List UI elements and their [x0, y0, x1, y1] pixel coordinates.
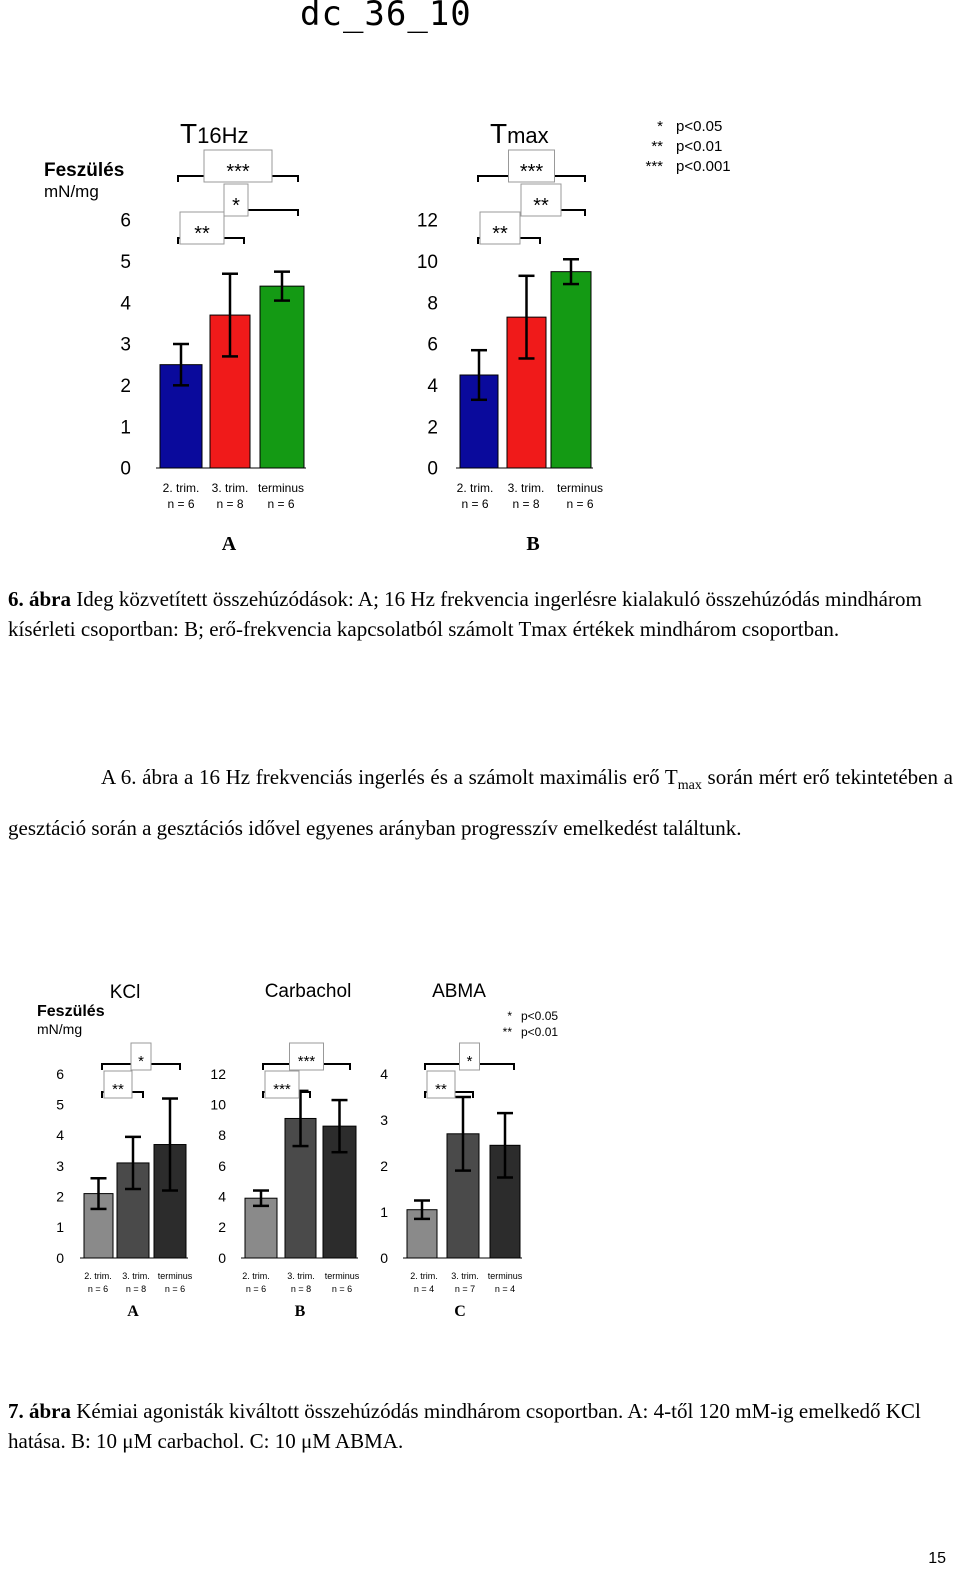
- fig7-c-tick-label: 0: [380, 1249, 388, 1266]
- fig7-chart-a: [56, 1043, 193, 1294]
- body-paragraph: [8, 756, 953, 850]
- fig7-b-tick-label: 12: [210, 1065, 226, 1082]
- fig7-b-category-label: 2. trim.: [242, 1271, 270, 1281]
- fig7-a-tick-label: 6: [56, 1065, 64, 1082]
- fig6-b-tick-label: 8: [427, 293, 438, 315]
- fig7-a-tick-label: 2: [56, 1188, 64, 1205]
- fig7-b-bar: [245, 1198, 277, 1258]
- fig7-chart-b: [210, 1043, 359, 1294]
- fig6-b-category-label: 2. trim.: [456, 481, 494, 495]
- fig7-panel-a-title: KCl: [109, 982, 141, 1003]
- fig7-a-category-label: 3. trim.: [122, 1271, 150, 1281]
- fig7-a-category-n: n = 6: [87, 1284, 109, 1294]
- fig6-a-bar: [260, 286, 304, 468]
- fig7-a-category-n: n = 8: [125, 1284, 147, 1294]
- fig6-a-category-label: 2. trim.: [162, 481, 200, 495]
- fig7-legend: [503, 1009, 559, 1039]
- figure-7-caption: [8, 1396, 953, 1456]
- panel-letter-a: A: [221, 533, 237, 555]
- fig7-b-category-n: n = 6: [245, 1284, 267, 1294]
- fig6-a-tick-label: 1: [120, 417, 131, 439]
- legend-text: p<0.01: [521, 1025, 559, 1039]
- fig7-b-category-label: terminus: [324, 1271, 360, 1281]
- fig6-chart-a: [120, 150, 306, 511]
- caption-text: Ideg közvetített összehúzódások: A; 16 Hz frekvencia ingerlésre kialakuló összehúzódás mindhárom kísérleti csoportban: B; erő-frekvencia kapcsolatból számolt Tmax értékek mindhárom csoportban.: [8, 587, 922, 641]
- fig7-panel-c-title: ABMA: [432, 981, 486, 1002]
- legend-text: p<0.05: [521, 1009, 559, 1023]
- fig6-b-tick-label: 12: [416, 210, 438, 232]
- fig6-panel-a-title: T16Hz: [180, 118, 249, 149]
- page-number: 15: [928, 1550, 946, 1567]
- fig7-c-tick-label: 1: [380, 1203, 388, 1220]
- fig7-c-category-n: n = 7: [454, 1284, 476, 1294]
- fig7-a-tick-label: 3: [56, 1157, 64, 1174]
- caption-label: 7. ábra: [8, 1399, 71, 1423]
- fig6-b-category-n: n = 8: [512, 497, 540, 511]
- fig7-b-category-n: n = 8: [290, 1284, 312, 1294]
- fig7-a-category-label: 2. trim.: [84, 1271, 112, 1281]
- fig7-c-tick-label: 4: [380, 1065, 388, 1082]
- paragraph-subscript: max: [677, 778, 702, 794]
- legend-stars: *: [657, 118, 663, 135]
- fig6-ylabel: Feszülés: [44, 160, 125, 181]
- fig6-a-category-label: 3. trim.: [211, 481, 249, 495]
- legend-stars: **: [502, 1025, 512, 1039]
- legend-stars: *: [507, 1009, 512, 1023]
- fig7-b-tick-label: 4: [218, 1188, 226, 1205]
- fig6-ylabel-unit: mN/mg: [44, 182, 99, 201]
- fig7-b-tick-label: 10: [210, 1096, 226, 1113]
- fig7-b-tick-label: 6: [218, 1157, 226, 1174]
- fig7-c-category-label: terminus: [487, 1271, 523, 1281]
- fig6-b-category-label: terminus: [556, 481, 604, 495]
- fig6-b-category-label: 3. trim.: [507, 481, 545, 495]
- panel-letter-c: C: [454, 1303, 466, 1320]
- fig7-c-category-label: 3. trim.: [451, 1271, 479, 1281]
- fig6-a-category-n: n = 8: [216, 497, 244, 511]
- paragraph-text: A 6. ábra a 16 Hz frekvenciás ingerlés és a számolt maximális erő T: [101, 765, 678, 789]
- fig7-a-significance-label: *: [138, 1053, 144, 1070]
- fig7-b-tick-label: 0: [218, 1249, 226, 1266]
- fig7-c-tick-label: 2: [380, 1157, 388, 1174]
- fig6-b-tick-label: 6: [427, 334, 438, 356]
- fig6-b-tick-label: 10: [416, 251, 438, 273]
- fig7-c-tick-label: 3: [380, 1111, 388, 1128]
- caption-label: 6. ábra: [8, 587, 71, 611]
- fig7-panel-b-title: Carbachol: [264, 981, 352, 1002]
- caption-text: Kémiai agonisták kiváltott összehúzódás mindhárom csoportban. A: 4-től 120 mM-ig emelkedő KCl hatása. B: 10 μM carbachol. C: 10 μM ABMA.: [8, 1399, 921, 1453]
- fig7-a-significance-label: **: [112, 1081, 124, 1098]
- panel-letter-b: B: [294, 1303, 306, 1320]
- fig7-a-tick-label: 4: [56, 1127, 64, 1144]
- fig6-a-tick-label: 6: [120, 210, 131, 232]
- fig6-a-tick-label: 2: [120, 375, 131, 397]
- fig6-a-tick-label: 0: [120, 458, 131, 480]
- fig6-a-significance-label: **: [194, 223, 210, 245]
- fig7-chart-c: [380, 1043, 523, 1294]
- fig7-c-significance-label: *: [466, 1053, 473, 1070]
- fig6-a-category-n: n = 6: [267, 497, 295, 511]
- fig7-a-category-label: terminus: [157, 1271, 193, 1281]
- fig7-b-tick-label: 2: [218, 1219, 226, 1236]
- document-id: dc_36_10: [300, 0, 472, 34]
- paragraph-text: során mért erő tekintetében a gesztáció során a gesztációs idővel egyenes arányban progresszív emelkedést találtunk.: [8, 765, 953, 841]
- fig7-a-category-n: n = 6: [164, 1284, 186, 1294]
- fig7-c-category-n: n = 4: [494, 1284, 516, 1294]
- fig6-b-tick-label: 4: [427, 375, 438, 397]
- fig7-c-significance-label: **: [435, 1081, 447, 1098]
- fig7-b-significance-label: ***: [297, 1053, 316, 1070]
- panel-letter-b: B: [526, 533, 540, 555]
- fig7-a-tick-label: 0: [56, 1249, 64, 1266]
- fig6-chart-b: [417, 150, 603, 511]
- fig6-b-significance-label: **: [533, 195, 549, 217]
- fig6-panel-b-title: Tmax: [490, 118, 549, 149]
- fig7-a-tick-label: 5: [56, 1096, 64, 1113]
- legend-stars: **: [651, 138, 663, 155]
- fig6-b-significance-label: **: [492, 223, 508, 245]
- legend-text: p<0.01: [676, 138, 723, 155]
- legend-stars: ***: [645, 158, 663, 175]
- fig6-b-significance-label: ***: [519, 161, 544, 183]
- fig7-ylabel: Feszülés: [37, 1003, 105, 1020]
- figure-6-caption: [8, 584, 953, 644]
- fig6-a-tick-label: 5: [120, 251, 131, 273]
- legend-text: p<0.001: [676, 158, 731, 175]
- panel-letter-a: A: [127, 1303, 139, 1320]
- fig6-b-bar: [551, 272, 591, 468]
- fig6-a-tick-label: 3: [120, 334, 131, 356]
- fig6-a-significance-label: *: [232, 195, 240, 217]
- fig6-a-category-label: terminus: [257, 481, 305, 495]
- fig6-a-significance-label: ***: [226, 161, 250, 183]
- fig7-c-category-n: n = 4: [413, 1284, 435, 1294]
- fig6-b-category-n: n = 6: [461, 497, 489, 511]
- fig6-legend: [645, 118, 730, 175]
- fig7-c-category-label: 2. trim.: [410, 1271, 438, 1281]
- legend-text: p<0.05: [676, 118, 723, 135]
- fig6-a-category-n: n = 6: [167, 497, 195, 511]
- figure-7: [0, 980, 960, 1340]
- fig7-b-significance-label: ***: [273, 1081, 291, 1098]
- fig6-a-tick-label: 4: [120, 293, 131, 315]
- fig6-b-tick-label: 0: [427, 458, 438, 480]
- fig7-b-category-label: 3. trim.: [287, 1271, 315, 1281]
- fig6-b-tick-label: 2: [427, 417, 438, 439]
- figure-6: [0, 100, 960, 560]
- fig7-b-category-n: n = 6: [331, 1284, 353, 1294]
- fig7-ylabel-unit: mN/mg: [37, 1021, 83, 1037]
- fig7-a-tick-label: 1: [56, 1219, 64, 1236]
- fig7-b-tick-label: 8: [218, 1127, 226, 1144]
- fig6-b-category-n: n = 6: [566, 497, 594, 511]
